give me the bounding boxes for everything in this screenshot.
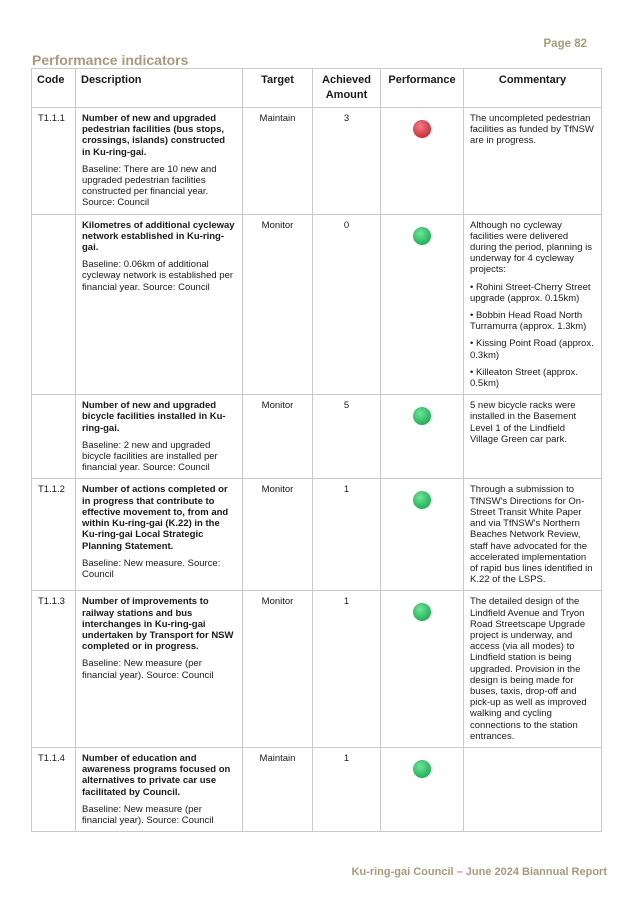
section-title: Performance indicators	[32, 52, 189, 68]
cell-performance	[381, 214, 464, 395]
table-header-row	[32, 69, 602, 108]
status-green-dot-icon	[413, 407, 431, 425]
cell-target: Monitor	[243, 591, 313, 748]
header-description: Description	[76, 69, 243, 108]
status-green-dot-icon	[413, 760, 431, 778]
cell-code	[32, 395, 76, 479]
cell-description	[76, 591, 243, 748]
footer-text: Ku-ring-gai Council – June 2024 Biannual Report	[351, 866, 607, 878]
cell-description	[76, 214, 243, 395]
cell-achieved-amount: 1	[313, 479, 381, 591]
indicator-baseline: Baseline: 0.06km of additional cycleway network is established per financial year. Source: Council	[82, 259, 234, 293]
cell-performance	[381, 479, 464, 591]
table-row	[32, 108, 602, 215]
cell-commentary	[464, 479, 602, 591]
table-row	[32, 395, 602, 479]
header-commentary: Commentary	[464, 69, 602, 108]
cell-target: Monitor	[243, 479, 313, 591]
cell-target: Monitor	[243, 395, 313, 479]
header-target: Target	[243, 69, 313, 108]
indicator-title: Number of new and upgraded pedestrian facilities (bus stops, crossings, islands) constructed in Ku-ring-gai.	[82, 113, 226, 158]
commentary-paragraph: Through a submission to TfNSW's Directions for On-Street Transit White Paper and via TfNSW's Northern Beaches Network Review, staff have advocated for the accelerated implementation of rapid bus lines identified in K.22 of the LSPS.	[470, 484, 593, 586]
cell-performance	[381, 747, 464, 831]
commentary-paragraph: The detailed design of the Lindfield Avenue and Tryon Road Streetscape Upgrade project is underway, and access (via all modes) to Lindfield station is being upgraded. Provision in the design is being made for buses, taxis, drop-off and pick-up as well as improved walking and cycling connections to the station entrances.	[470, 596, 587, 742]
status-green-dot-icon	[413, 603, 431, 621]
cell-commentary	[464, 591, 602, 748]
cell-code	[32, 214, 76, 395]
commentary-paragraph: • Kissing Point Road (approx. 0.3km)	[470, 338, 594, 361]
indicator-title: Number of improvements to railway stations and bus interchanges in Ku-ring-gai undertaken by Transport for NSW completed or in progress.	[82, 596, 234, 653]
commentary-paragraph: Although no cycleway facilities were delivered during the period, planning is underway for 4 cycleway projects:	[470, 219, 593, 276]
commentary-paragraph: The uncompleted pedestrian facilities as funded by TfNSW are in progress.	[470, 113, 594, 147]
indicator-baseline: Baseline: 2 new and upgraded bicycle facilities are installed per financial year. Source: Council	[82, 439, 218, 474]
cell-description	[76, 108, 243, 215]
table-row	[32, 214, 602, 395]
cell-commentary	[464, 108, 602, 215]
cell-target: Maintain	[243, 747, 313, 831]
cell-achieved-amount: 1	[313, 591, 381, 748]
cell-performance	[381, 108, 464, 215]
cell-performance	[381, 395, 464, 479]
status-green-dot-icon	[413, 227, 431, 245]
performance-table	[31, 68, 602, 832]
status-red-dot-icon	[413, 120, 431, 138]
cell-target: Monitor	[243, 214, 313, 395]
commentary-paragraph: • Killeaton Street (approx. 0.5km)	[470, 366, 578, 390]
cell-description	[76, 395, 243, 479]
cell-description	[76, 747, 243, 831]
indicator-baseline: Baseline: New measure (per financial year). Source: Council	[82, 803, 214, 826]
cell-achieved-amount: 1	[313, 747, 381, 831]
commentary-paragraph: • Bobbin Head Road North Turramurra (approx. 1.3km)	[470, 310, 587, 333]
table-row	[32, 591, 602, 748]
cell-achieved-amount: 0	[313, 214, 381, 395]
indicator-title: Number of education and awareness programs focused on alternatives to private car use facilitated by Council.	[82, 752, 231, 798]
indicator-baseline: Baseline: New measure. Source: Council	[82, 557, 221, 580]
indicator-title: Number of actions completed or in progress that contribute to effective movement to, from and within Ku-ring-gai (K.22) in the Ku-ring-gai Local Strategic Planning Statement.	[82, 484, 229, 552]
cell-achieved-amount: 3	[313, 108, 381, 215]
commentary-paragraph: 5 new bicycle racks were installed in the Basement Level 1 of the Lindfield Village Green car park.	[470, 400, 577, 445]
indicator-baseline: Baseline: There are 10 new and upgraded pedestrian facilities constructed per financial year. Source: Council	[82, 163, 217, 209]
page-number: Page 82	[543, 38, 587, 50]
cell-code: T1.1.2	[32, 479, 76, 591]
header-performance: Performance	[381, 69, 464, 108]
indicator-title: Kilometres of additional cycleway network established in Ku-ring-gai.	[82, 219, 235, 254]
header-achieved-amount: Achieved Amount	[313, 69, 381, 108]
cell-commentary	[464, 395, 602, 479]
commentary-paragraph: • Rohini Street-Cherry Street upgrade (approx. 0.15km)	[470, 281, 591, 304]
cell-commentary	[464, 214, 602, 395]
header-code: Code	[32, 69, 76, 108]
indicator-title: Number of new and upgraded bicycle facilities installed in Ku-ring-gai.	[82, 400, 226, 434]
indicator-baseline: Baseline: New measure (per financial year). Source: Council	[82, 658, 214, 681]
table-row	[32, 747, 602, 831]
cell-target: Maintain	[243, 108, 313, 215]
cell-code: T1.1.3	[32, 591, 76, 748]
cell-code: T1.1.1	[32, 108, 76, 215]
table-row	[32, 479, 602, 591]
cell-performance	[381, 591, 464, 748]
status-green-dot-icon	[413, 491, 431, 509]
cell-achieved-amount: 5	[313, 395, 381, 479]
cell-description	[76, 479, 243, 591]
cell-code: T1.1.4	[32, 747, 76, 831]
cell-commentary	[464, 747, 602, 831]
